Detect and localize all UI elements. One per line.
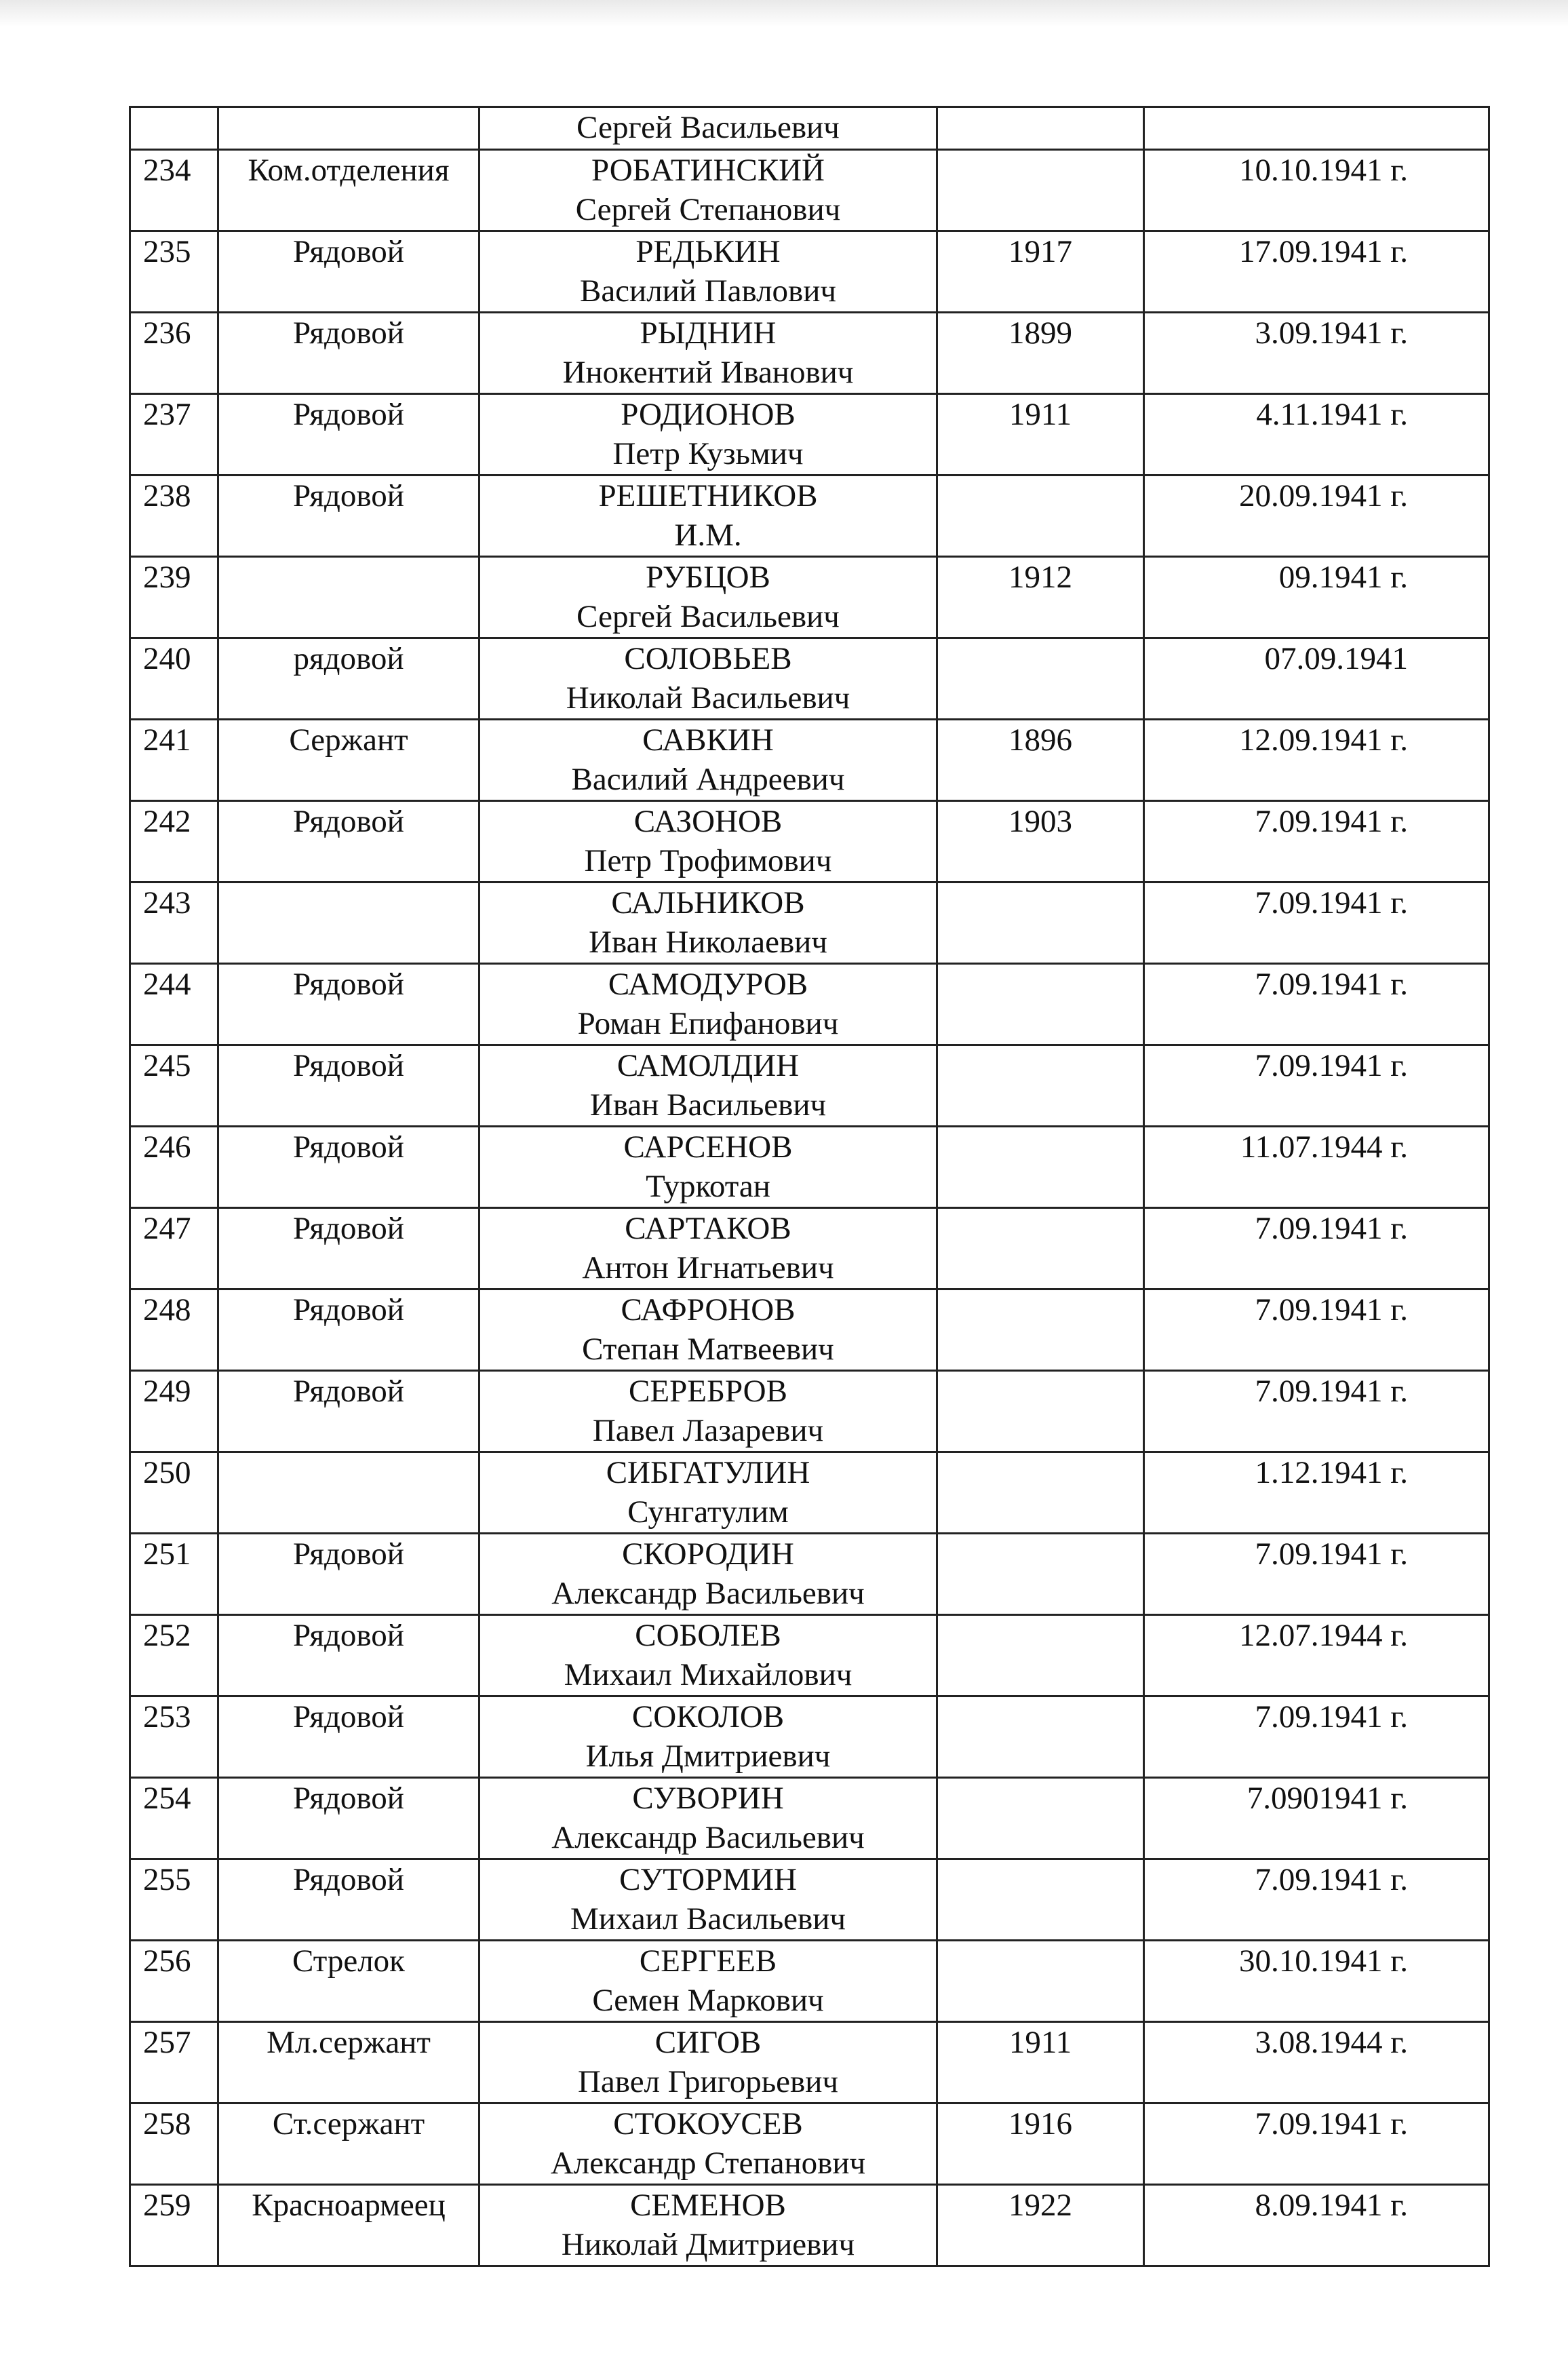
name-cell: [479, 801, 937, 883]
rank-cell: Рядовой: [218, 313, 479, 394]
surname: САРТАКОВ: [625, 1211, 791, 1246]
table-row: [130, 964, 1489, 1045]
table-row: [130, 1045, 1489, 1127]
table-row: [130, 1615, 1489, 1696]
surname: САМОЛДИН: [616, 1048, 800, 1083]
first-patronymic: Петр Кузьмич: [612, 436, 804, 471]
number-cell: 244: [130, 964, 218, 1045]
number-cell: 255: [130, 1859, 218, 1941]
birth-year-cell: [937, 1208, 1144, 1289]
date-cell: 4.11.1941 г.: [1144, 394, 1489, 476]
surname: СУВОРИН: [632, 1781, 784, 1816]
rank-cell: Рядовой: [218, 964, 479, 1045]
first-patronymic: Инокентий Иванович: [562, 355, 854, 390]
name-cell: [479, 1045, 937, 1127]
date-cell: 17.09.1941 г.: [1144, 231, 1489, 313]
name-cell: [479, 150, 937, 231]
number-cell: 237: [130, 394, 218, 476]
table-row: [130, 1208, 1489, 1289]
surname: СЕРГЕЕВ: [639, 1943, 777, 1979]
surname: РЫДНИН: [640, 315, 777, 351]
name-cell: [479, 107, 937, 150]
surname: САМОДУРОВ: [608, 967, 808, 1002]
table-row: [130, 231, 1489, 313]
first-patronymic: Сергей Степанович: [575, 192, 841, 227]
name-cell: [479, 1208, 937, 1289]
birth-year-cell: [937, 883, 1144, 964]
surname: САЗОНОВ: [633, 804, 783, 839]
table-row: [130, 557, 1489, 638]
surname: СОБОЛЕВ: [635, 1618, 781, 1653]
name-cell: [479, 1615, 937, 1696]
rank-cell: Рядовой: [218, 1371, 479, 1452]
first-patronymic: Илья Дмитриевич: [585, 1739, 831, 1774]
first-patronymic: Николай Дмитриевич: [561, 2227, 855, 2262]
rank-cell: [218, 883, 479, 964]
table-row: [130, 313, 1489, 394]
date-cell: 7.09.1941 г.: [1144, 1534, 1489, 1615]
name-cell: [479, 313, 937, 394]
first-patronymic: Александр Васильевич: [551, 1820, 865, 1855]
name-cell: [479, 1696, 937, 1778]
date-cell: 7.09.1941 г.: [1144, 883, 1489, 964]
date-cell: 30.10.1941 г.: [1144, 1941, 1489, 2022]
birth-year-cell: [937, 638, 1144, 720]
first-patronymic: Александр Степанович: [550, 2146, 866, 2181]
table-body: [130, 150, 1489, 2266]
rank-cell: Красноармеец: [218, 2185, 479, 2266]
name-cell: [479, 638, 937, 720]
scan-shadow: [0, 0, 1568, 27]
number-cell: 234: [130, 150, 218, 231]
number-cell: 248: [130, 1289, 218, 1371]
number-cell: 239: [130, 557, 218, 638]
name-cell: [479, 1941, 937, 2022]
date-cell: 09.1941 г.: [1144, 557, 1489, 638]
date-cell: 7.09.1941 г.: [1144, 964, 1489, 1045]
first-patronymic: Семен Маркович: [592, 1983, 824, 2018]
surname: РОДИОНОВ: [621, 397, 796, 432]
table-row: [130, 720, 1489, 801]
table-row: [130, 1452, 1489, 1534]
rank-cell: Рядовой: [218, 1859, 479, 1941]
birth-year-cell: [937, 964, 1144, 1045]
name-cell: [479, 1289, 937, 1371]
number-cell: 242: [130, 801, 218, 883]
surname: СОКОЛОВ: [631, 1699, 785, 1734]
first-patronymic: Роман Епифанович: [577, 1006, 839, 1041]
first-patronymic: Николай Васильевич: [566, 680, 850, 716]
table-row: [130, 2185, 1489, 2266]
surname: РЕШЕТНИКОВ: [598, 478, 818, 513]
rank-cell: Рядовой: [218, 1289, 479, 1371]
surname: САЛЬНИКОВ: [611, 885, 805, 920]
surname: СИБГАТУЛИН: [606, 1455, 810, 1490]
first-patronymic: Петр Трофимович: [584, 843, 832, 878]
date-cell: 7.09.1941 г.: [1144, 801, 1489, 883]
number-cell: 241: [130, 720, 218, 801]
name-cell: [479, 964, 937, 1045]
surname: СТОКОУСЕВ: [613, 2106, 803, 2141]
date-cell: 1.12.1941 г.: [1144, 1452, 1489, 1534]
date-cell: 20.09.1941 г.: [1144, 476, 1489, 557]
number-cell: 238: [130, 476, 218, 557]
birth-year-cell: 1912: [937, 557, 1144, 638]
name-cell: [479, 1452, 937, 1534]
number-cell: 252: [130, 1615, 218, 1696]
surname: РЕДЬКИН: [635, 234, 781, 269]
birth-year-cell: [937, 1371, 1144, 1452]
name-cell: [479, 720, 937, 801]
rank-cell: Стрелок: [218, 1941, 479, 2022]
date-cell: 7.09.1941 г.: [1144, 1208, 1489, 1289]
number-cell: 245: [130, 1045, 218, 1127]
name-cell: [479, 1778, 937, 1859]
birth-year-cell: 1922: [937, 2185, 1144, 2266]
date-cell: 7.0901941 г.: [1144, 1778, 1489, 1859]
date-cell: 7.09.1941 г.: [1144, 1045, 1489, 1127]
date-cell: 7.09.1941 г.: [1144, 1289, 1489, 1371]
first-patronymic: Михаил Михайлович: [564, 1657, 852, 1692]
rank-cell: Рядовой: [218, 1778, 479, 1859]
date-cell: 7.09.1941 г.: [1144, 1371, 1489, 1452]
surname: РОБАТИНСКИЙ: [591, 153, 825, 188]
number-cell: 236: [130, 313, 218, 394]
name-cell: [479, 1859, 937, 1941]
surname: СЕРЕБРОВ: [629, 1374, 787, 1409]
table-row: [130, 1534, 1489, 1615]
birth-year-cell: [937, 1778, 1144, 1859]
rank-cell: [218, 107, 479, 150]
rank-cell: Ком.отделения: [218, 150, 479, 231]
number-cell: 247: [130, 1208, 218, 1289]
rank-cell: [218, 557, 479, 638]
surname: РУБЦОВ: [646, 560, 770, 595]
number-cell: 259: [130, 2185, 218, 2266]
birth-year-cell: 1917: [937, 231, 1144, 313]
name-cell: [479, 1534, 937, 1615]
date-cell: 8.09.1941 г.: [1144, 2185, 1489, 2266]
first-patronymic: Василий Павлович: [579, 273, 837, 309]
birth-year-cell: 1911: [937, 394, 1144, 476]
name-cell: [479, 2103, 937, 2185]
date-cell: 7.09.1941 г.: [1144, 2103, 1489, 2185]
number-cell: 256: [130, 1941, 218, 2022]
number-cell: 251: [130, 1534, 218, 1615]
table-row: [130, 2022, 1489, 2103]
rank-cell: Рядовой: [218, 1208, 479, 1289]
surname: СИГОВ: [654, 2025, 762, 2060]
first-patronymic: Василий Андреевич: [571, 762, 845, 797]
number-cell: 258: [130, 2103, 218, 2185]
birth-year-cell: [937, 1534, 1144, 1615]
rank-cell: Мл.сержант: [218, 2022, 479, 2103]
birth-year-cell: [937, 1615, 1144, 1696]
rank-cell: [218, 1452, 479, 1534]
surname: САФРОНОВ: [621, 1292, 796, 1327]
table-row: [130, 638, 1489, 720]
surname: СКОРОДИН: [622, 1536, 794, 1572]
birth-year-cell: [937, 1045, 1144, 1127]
surname: СЕМЕНОВ: [630, 2188, 786, 2223]
table-row: [130, 1941, 1489, 2022]
date-cell: 12.07.1944 г.: [1144, 1615, 1489, 1696]
first-patronymic: Павел Григорьевич: [577, 2064, 839, 2099]
name-cell: [479, 1127, 937, 1208]
birth-year-cell: [937, 476, 1144, 557]
birth-year-cell: [937, 150, 1144, 231]
table-row: [130, 1371, 1489, 1452]
number-cell: 243: [130, 883, 218, 964]
date-cell: [1144, 107, 1489, 150]
number-cell: 253: [130, 1696, 218, 1778]
first-patronymic: Иван Николаевич: [589, 925, 827, 960]
casualty-table: [129, 106, 1490, 2267]
number-cell: 254: [130, 1778, 218, 1859]
birth-year-cell: [937, 1941, 1144, 2022]
name-cell: [479, 2185, 937, 2266]
birth-year-cell: [937, 107, 1144, 150]
birth-year-cell: [937, 1289, 1144, 1371]
rank-cell: Рядовой: [218, 1045, 479, 1127]
name-cell: [479, 883, 937, 964]
rank-cell: Рядовой: [218, 476, 479, 557]
rank-cell: Ст.сержант: [218, 2103, 479, 2185]
first-patronymic: Сергей Васильевич: [576, 110, 840, 145]
name-cell: [479, 557, 937, 638]
table-row: [130, 801, 1489, 883]
birth-year-cell: 1916: [937, 2103, 1144, 2185]
number-cell: 235: [130, 231, 218, 313]
table-row: [130, 150, 1489, 231]
first-patronymic: Сунгатулим: [627, 1494, 789, 1530]
date-cell: 12.09.1941 г.: [1144, 720, 1489, 801]
table-row: [130, 1289, 1489, 1371]
rank-cell: Рядовой: [218, 1534, 479, 1615]
first-patronymic: Сергей Васильевич: [576, 599, 840, 634]
rank-cell: Рядовой: [218, 1696, 479, 1778]
birth-year-cell: [937, 1696, 1144, 1778]
table-row: [130, 1127, 1489, 1208]
rank-cell: Рядовой: [218, 1127, 479, 1208]
first-patronymic: Антон Игнатьевич: [582, 1250, 834, 1285]
rank-cell: Рядовой: [218, 231, 479, 313]
name-cell: [479, 394, 937, 476]
birth-year-cell: 1896: [937, 720, 1144, 801]
surname: САВКИН: [642, 722, 774, 758]
date-cell: 3.08.1944 г.: [1144, 2022, 1489, 2103]
surname: СУТОРМИН: [619, 1862, 797, 1897]
first-patronymic: Степан Матвеевич: [582, 1332, 834, 1367]
number-cell: 249: [130, 1371, 218, 1452]
table-row: [130, 883, 1489, 964]
first-patronymic: Павел Лазаревич: [592, 1413, 824, 1448]
rank-cell: рядовой: [218, 638, 479, 720]
rank-cell: Рядовой: [218, 394, 479, 476]
first-patronymic: И.М.: [674, 518, 742, 553]
birth-year-cell: 1903: [937, 801, 1144, 883]
number-cell: 257: [130, 2022, 218, 2103]
name-cell: [479, 2022, 937, 2103]
number-cell: 240: [130, 638, 218, 720]
table-row: [130, 2103, 1489, 2185]
number-cell: 250: [130, 1452, 218, 1534]
name-cell: [479, 476, 937, 557]
table-row: [130, 476, 1489, 557]
number-cell: 246: [130, 1127, 218, 1208]
table-row: [130, 394, 1489, 476]
name-cell: [479, 231, 937, 313]
rank-cell: Сержант: [218, 720, 479, 801]
date-cell: 07.09.1941: [1144, 638, 1489, 720]
date-cell: 10.10.1941 г.: [1144, 150, 1489, 231]
surname: САРСЕНОВ: [623, 1129, 793, 1165]
table-row: [130, 1696, 1489, 1778]
rank-cell: Рядовой: [218, 801, 479, 883]
first-patronymic: Иван Васильевич: [589, 1087, 827, 1123]
rank-cell: Рядовой: [218, 1615, 479, 1696]
first-patronymic: Александр Васильевич: [551, 1576, 865, 1611]
birth-year-cell: [937, 1859, 1144, 1941]
birth-year-cell: 1911: [937, 2022, 1144, 2103]
date-cell: 3.09.1941 г.: [1144, 313, 1489, 394]
date-cell: 7.09.1941 г.: [1144, 1696, 1489, 1778]
name-cell: [479, 1371, 937, 1452]
number-cell: [130, 107, 218, 150]
surname: СОЛОВЬЕВ: [624, 641, 792, 676]
first-patronymic: Туркотан: [646, 1169, 770, 1204]
date-cell: 11.07.1944 г.: [1144, 1127, 1489, 1208]
birth-year-cell: [937, 1127, 1144, 1208]
birth-year-cell: [937, 1452, 1144, 1534]
first-patronymic: Михаил Васильевич: [570, 1901, 846, 1937]
table-row: [130, 1859, 1489, 1941]
table-row: [130, 1778, 1489, 1859]
birth-year-cell: 1899: [937, 313, 1144, 394]
date-cell: 7.09.1941 г.: [1144, 1859, 1489, 1941]
table-row-continuation: [130, 107, 1489, 150]
